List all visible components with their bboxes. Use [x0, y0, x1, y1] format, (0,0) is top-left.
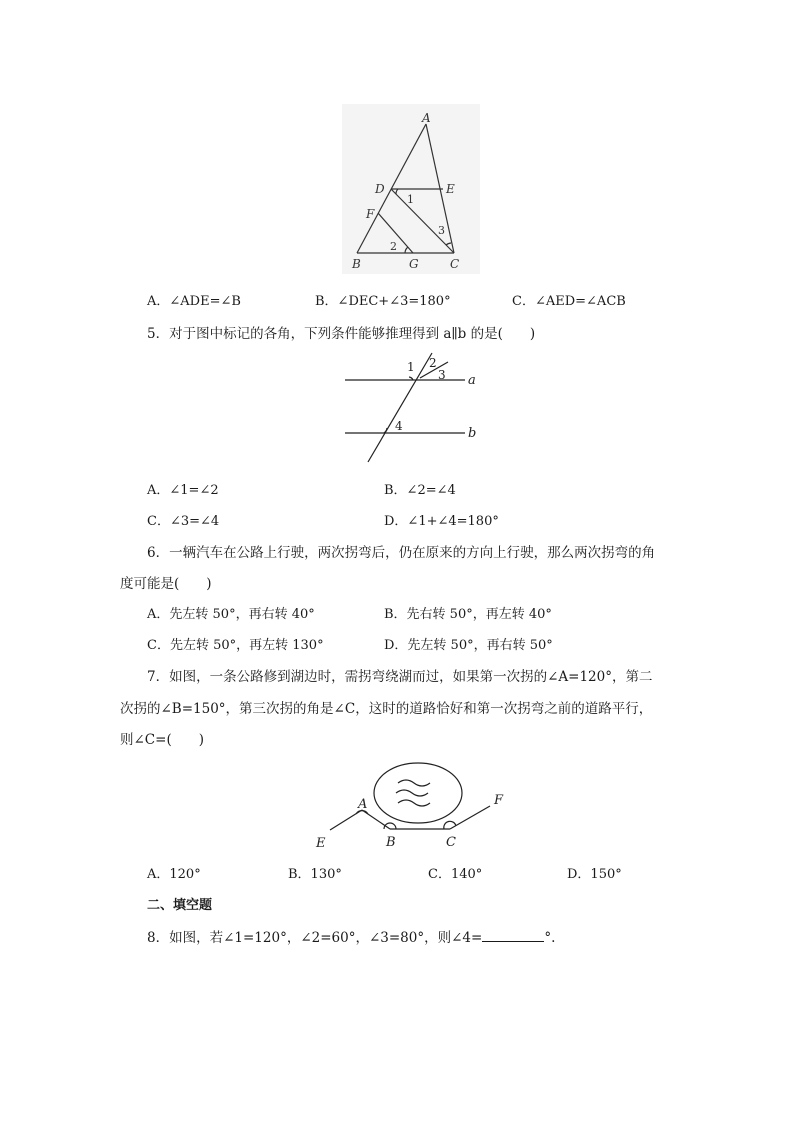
parallel-lines-diagram: [340, 350, 480, 465]
q7-option-a: A．120°: [147, 867, 201, 882]
q5-option-c: C．∠3=∠4: [147, 514, 220, 529]
q5-option-b: B．∠2=∠4: [384, 483, 456, 498]
wave-1: [398, 780, 430, 786]
triangle-figure: [342, 104, 480, 274]
q6-option-c: C．先左转 50°，再左转 130°: [147, 638, 324, 653]
line-b-label: b: [468, 426, 477, 441]
lines-angle-4: 4: [395, 419, 403, 433]
q8-text-before: 8．如图，若∠1=120°，∠2=60°，∠3=80°，则∠4=: [147, 930, 483, 946]
q7-question-line3: 则∠C=( ): [120, 732, 204, 748]
label-F: F: [366, 207, 375, 221]
q5-option-d: D．∠1+∠4=180°: [384, 514, 499, 529]
label-D: D: [375, 182, 385, 196]
lake-road-figure: [310, 758, 510, 853]
lines-angle-3: 3: [438, 368, 446, 382]
angle-3-label: 3: [438, 224, 445, 237]
q8-answer-blank: [482, 929, 544, 942]
q5-option-a: A．∠1=∠2: [147, 483, 219, 498]
lake-label-B: B: [386, 835, 396, 850]
wave-3: [398, 800, 430, 806]
lake-road-diagram: [310, 758, 510, 853]
q6-question-line1: 6．一辆汽车在公路上行驶，两次拐弯后，仍在原来的方向上行驶，那么两次拐弯的角: [147, 545, 656, 561]
q6-option-b: B．先右转 50°，再左转 40°: [384, 607, 552, 622]
section-title: 二、填空题: [147, 898, 213, 913]
line-a-label: a: [468, 373, 476, 388]
label-E: E: [446, 182, 455, 196]
q8-question: [147, 926, 555, 946]
q7-question-line1: 7．如图，一条公路修到湖边时，需拐弯绕湖而过，如果第一次拐的∠A=120°，第二: [147, 669, 653, 685]
lake-label-F: F: [494, 793, 504, 808]
lines-angle-2: 2: [429, 356, 437, 370]
label-B: B: [352, 257, 361, 271]
q4-option-c: C．∠AED=∠ACB: [512, 294, 626, 309]
q4-option-a: A．∠ADE=∠B: [147, 294, 241, 309]
lake-label-E: E: [316, 836, 326, 851]
parallel-lines-figure: [340, 350, 480, 465]
q7-option-b: B．130°: [288, 867, 342, 882]
lake-outline: [374, 763, 462, 823]
angle-1-label: 1: [407, 193, 414, 206]
label-C: C: [450, 257, 460, 271]
triangle-diagram: [342, 104, 480, 274]
lake-label-C: C: [446, 835, 456, 850]
q7-question-line2: 次拐的∠B=150°，第三次拐的角是∠C，这时的道路恰好和第一次拐弯之前的道路平行，: [120, 701, 653, 717]
q6-option-a: A．先左转 50°，再右转 40°: [147, 607, 315, 622]
lines-angle-1: 1: [407, 360, 415, 374]
lake-label-A: A: [358, 797, 368, 812]
q4-option-b: B．∠DEC+∠3=180°: [315, 294, 451, 309]
q6-option-d: D．先左转 50°，再右转 50°: [384, 638, 553, 653]
label-A: A: [422, 111, 431, 125]
q6-question-line2: 度可能是( ): [120, 576, 212, 592]
wave-2: [396, 790, 428, 796]
q5-question-text: 5．对于图中标记的各角，下列条件能够推理得到 a∥b 的是( ): [147, 326, 536, 342]
angle-2-label: 2: [390, 240, 397, 253]
label-G: G: [409, 257, 419, 271]
q8-text-after: °.: [544, 930, 556, 946]
q7-option-d: D．150°: [567, 867, 622, 882]
q7-option-c: C．140°: [428, 867, 483, 882]
